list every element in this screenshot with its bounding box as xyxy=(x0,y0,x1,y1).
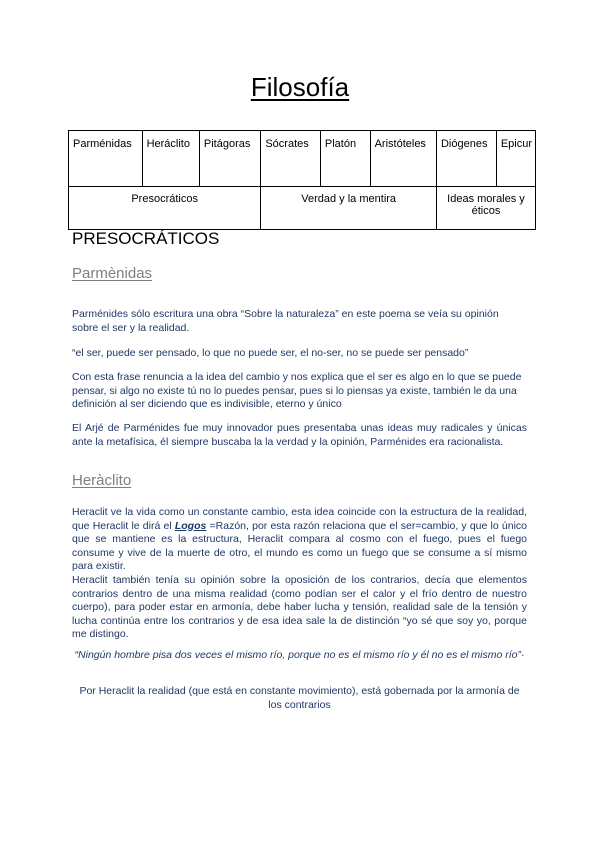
subheading-heraclito: Heràclito xyxy=(72,472,132,489)
table-cell-verdad-mentira: Verdad y la mentira xyxy=(261,187,437,230)
paragraph: Con esta frase renuncia a la idea del cambio y nos explica que el ser es algo en lo que se puede pensar, si algo no existe tú no lo puedes pensar, pues si lo piensas ya existe, también le da una definición al ser diciendo que es indivisible, eterno y único xyxy=(72,371,522,410)
table-cell-platon: Platón xyxy=(320,131,370,187)
table-cell-parmenidas: Parménidas xyxy=(69,131,143,187)
logos-term: Logos xyxy=(174,519,207,532)
quote-paragraph: “Ningún hombre pisa dos veces el mismo río, porque no es el mismo río y él no es el mismo río”· xyxy=(74,649,525,661)
table-cell-epicur: Epicur xyxy=(496,131,535,187)
table-cell-diogenes: Diógenes xyxy=(436,131,496,187)
table-cell-heraclito: Heráclito xyxy=(142,131,199,187)
paragraph: Heraclit también tenía su opinión sobre la oposición de los contrarios, decía que elementos contrarios dentro de una misma realidad (como podían ser el calor y el frío dentro de nuestro cuerpo), para poder estar en armonía, debe haber lucha y tensión, realidad sale de la tensión y lucha continúa entre los contrarios y de esa idea sale la de distinción “yo sé que soy yo, porque me distingo. xyxy=(72,574,527,640)
table-cell-pitagoras: Pitágoras xyxy=(199,131,260,187)
table-cell-aristoteles: Aristóteles xyxy=(370,131,436,187)
table-row xyxy=(69,131,536,187)
section-heading-presocraticos: PRESOCRÁTICOS xyxy=(72,229,220,248)
quote-paragraph: “el ser, puede ser pensado, lo que no puede ser, el no-ser, no se puede ser pensado” xyxy=(72,347,469,359)
subheading-parmenidas: Parmènidas xyxy=(72,265,153,282)
text: =Razón, por esta razón relaciona que el ser=cambio, y que lo único que se mantiene es la estructura, Heraclit compara al cosmo con el fuego, pues el fuego consume y vive de la muerte de otro, el mundo es como un fuego que se consume a sí mismo para existir. xyxy=(72,519,527,572)
table-cell-socrates: Sócrates xyxy=(261,131,321,187)
paragraph xyxy=(72,506,527,574)
philosophers-table xyxy=(68,130,536,230)
table-cell-presocraticos: Presocráticos xyxy=(69,187,261,230)
paragraph: Por Heraclit la realidad (que está en constante movimiento), está gobernada por la armonía de los contrarios xyxy=(79,685,520,711)
paragraph: El Arjé de Parménides fue muy innovador pues presentaba unas ideas muy radicales y únicas ante la metafísica, él siempre buscaba la la verdad y la opinión, Parménides era racionalista. xyxy=(72,422,527,448)
page-title: Filosofía xyxy=(250,72,350,102)
table-row xyxy=(69,187,536,230)
paragraph: Parménides sólo escritura una obra “Sobre la naturaleza” en este poema se veía su opinión sobre el ser y la realidad. xyxy=(72,308,499,334)
table-cell-ideas-morales: Ideas morales y éticos xyxy=(436,187,535,230)
text: Heraclit ve la vida como un constante cambio, esta idea coincide con la estructura de la realidad, que Heraclit le dirá el xyxy=(72,506,527,532)
